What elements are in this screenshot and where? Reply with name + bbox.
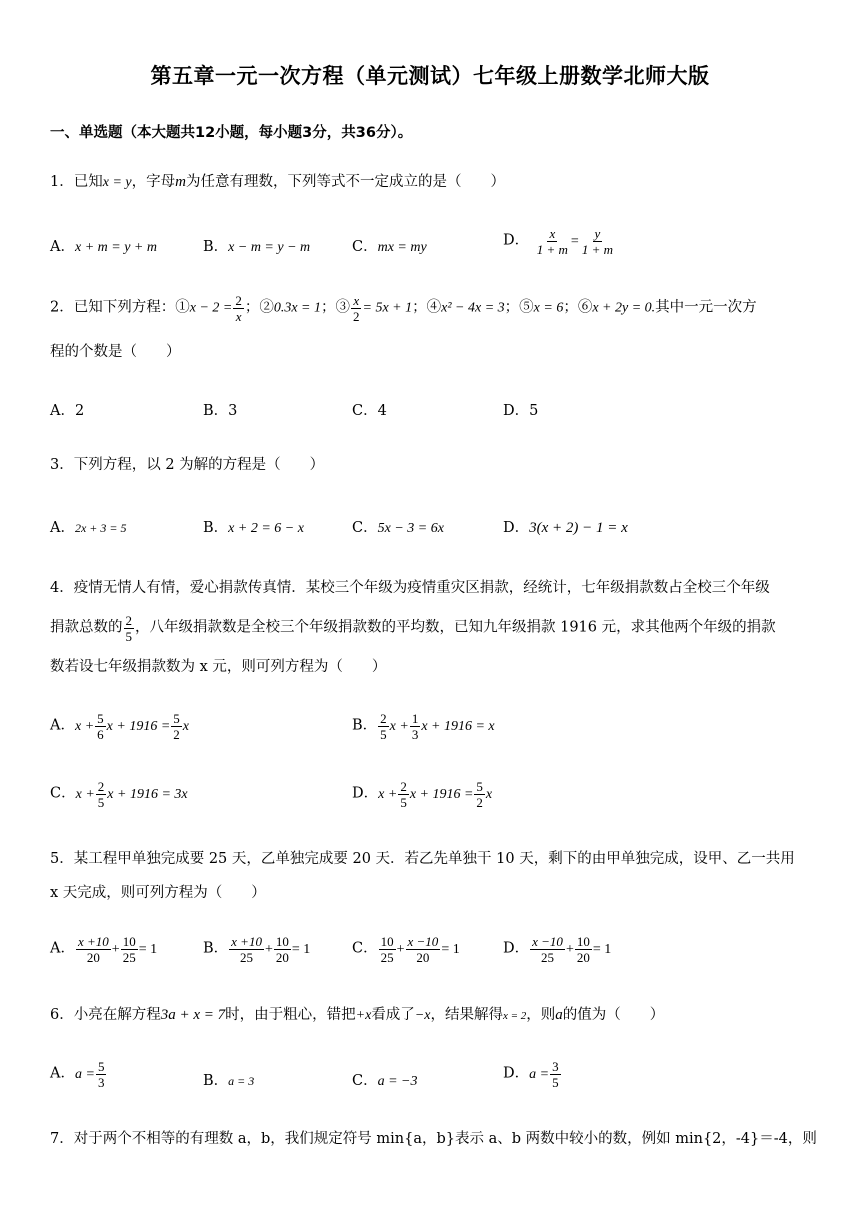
q1-option-a[interactable] xyxy=(50,235,157,256)
option-label: B． xyxy=(203,239,229,255)
q6-option-a[interactable]: A．a = $\frac{5}{3}$ xyxy=(50,1059,105,1090)
q5-option-a[interactable]: A． $\frac{x +10}{20}$ + $\frac{10}{25}$ = 1 xyxy=(50,934,158,965)
q3-option-b[interactable]: B．x + 2 = 6 − x xyxy=(203,520,304,536)
q1-text-a: 1．已知 xyxy=(50,174,103,190)
q2-option-b[interactable]: B．3 xyxy=(203,403,238,419)
question-7-line-1: 7．对于两个不相等的有理数 a，b，我们规定符号 min{a，b}表示 a、b 两数中较小的数，例如 min{2，-4}＝-4，则 xyxy=(50,1131,817,1147)
question-3-stem: 3．下列方程，以 2 为解的方程是（ ） xyxy=(50,457,325,473)
q1-option-c[interactable] xyxy=(352,235,427,256)
fraction: $\frac{x}{2}$ xyxy=(353,293,360,324)
q4-option-a[interactable]: A．x + $\frac{5}{6}$ x + 1916 = $\frac{5}{2}$ x xyxy=(50,711,189,742)
question-4-line-2: 捐款总数的 $\frac{2}{5}$ ，八年级捐款数是全校三个年级捐款数的平均数，已知九年级捐款 1916 元，求其他两个年级的捐款 xyxy=(50,613,776,644)
q3-option-d[interactable]: D．3(x + 2) − 1 = x xyxy=(503,520,628,536)
q5-option-c[interactable]: C． $\frac{10}{25}$ + $\frac{x -10}{20}$ = 1 xyxy=(352,934,460,965)
q2-option-c[interactable]: C．4 xyxy=(352,403,387,419)
q3-option-c[interactable]: C．5x − 3 = 6x xyxy=(352,520,444,536)
question-5-line-2: x 天完成，则可列方程为（ ） xyxy=(50,885,266,901)
fraction: $\frac{2}{x}$ xyxy=(235,293,242,324)
fraction: $\frac{x}{1 + m}$ xyxy=(536,226,568,257)
option-label: D． xyxy=(503,232,530,249)
q1-text-b: ，字母 xyxy=(131,174,176,190)
question-4-line-1: 4．疫情无情人有情，爱心捐款传真情．某校三个年级为疫情重灾区捐款，经统计，七年级捐款数占全校三个年级 xyxy=(50,580,770,596)
q1-var-m: m xyxy=(175,174,186,190)
option-label: A． xyxy=(50,239,75,255)
q1-condition: x = y xyxy=(102,175,132,190)
question-1-stem xyxy=(50,172,505,193)
q5-option-b[interactable]: B． $\frac{x +10}{25}$ + $\frac{10}{20}$ = 1 xyxy=(203,934,311,965)
q6-option-d[interactable]: D．a = $\frac{3}{5}$ xyxy=(503,1059,559,1090)
q6-option-b[interactable]: B．a = 3 xyxy=(203,1073,255,1089)
q6-option-c[interactable]: C．a = −3 xyxy=(352,1073,418,1089)
question-6-stem: 6．小亮在解方程3a + x = 7时，由于粗心，错把+x看成了−x，结果解得x = 2，则a的值为（ ） xyxy=(50,1007,665,1023)
page-title: 第五章一元一次方程（单元测试）七年级上册数学北师大版 xyxy=(150,64,710,88)
q3-option-a[interactable]: A．2x + 3 = 5 xyxy=(50,520,127,536)
fraction: $\frac{2}{5}$ xyxy=(125,613,132,644)
fraction: $\frac{y}{1 + m}$ xyxy=(581,226,613,257)
q5-option-d[interactable]: D． $\frac{x -10}{25}$ + $\frac{10}{20}$ = 1 xyxy=(503,934,612,965)
q1-option-b[interactable] xyxy=(203,235,310,256)
q2-option-d[interactable]: D．5 xyxy=(503,403,539,419)
q4-option-d[interactable]: D．x + $\frac{2}{5}$ x + 1916 = $\frac{5}{2}$ x xyxy=(352,779,493,810)
question-2-stem-cont: 程的个数是（ ） xyxy=(50,344,181,360)
option-expr: x − m = y − m xyxy=(228,240,311,255)
option-expr: mx = my xyxy=(377,240,427,255)
q1-text-c: 为任意有理数，下列等式不一定成立的是（ ） xyxy=(185,174,505,190)
q1-option-d[interactable]: D． $\frac{x}{1 + m}$ = $\frac{y}{1 + m}$ xyxy=(503,226,613,257)
option-expr: x + m = y + m xyxy=(74,240,157,255)
q2-option-a[interactable]: A．2 xyxy=(50,403,85,419)
question-4-line-3: 数若设七年级捐款数为 x 元，则可列方程为（ ） xyxy=(50,659,387,675)
question-2-stem: 2．已知下列方程：①x − 2 = $\frac{2}{x}$ ；②0.3x = 1；③ $\frac{x}{2}$ = 5x + 1；④x² − 4x = 3；⑤x = 6；⑥x + 2y = 0.其中一元一次方 xyxy=(50,293,757,324)
section-heading: 一、单选题（本大题共12小题，每小题3分，共36分）。 xyxy=(50,125,413,141)
option-label: C． xyxy=(352,239,378,255)
q4-option-b[interactable]: B． $\frac{2}{5}$ x + $\frac{1}{3}$ x + 1916 = x xyxy=(352,711,495,742)
q4-option-c[interactable]: C．x + $\frac{2}{5}$ x + 1916 = 3x xyxy=(50,779,188,810)
question-5-line-1: 5．某工程甲单独完成要 25 天，乙单独完成要 20 天．若乙先单独干 10 天，剩下的由甲单独完成，设甲、乙一共用 xyxy=(50,851,795,867)
